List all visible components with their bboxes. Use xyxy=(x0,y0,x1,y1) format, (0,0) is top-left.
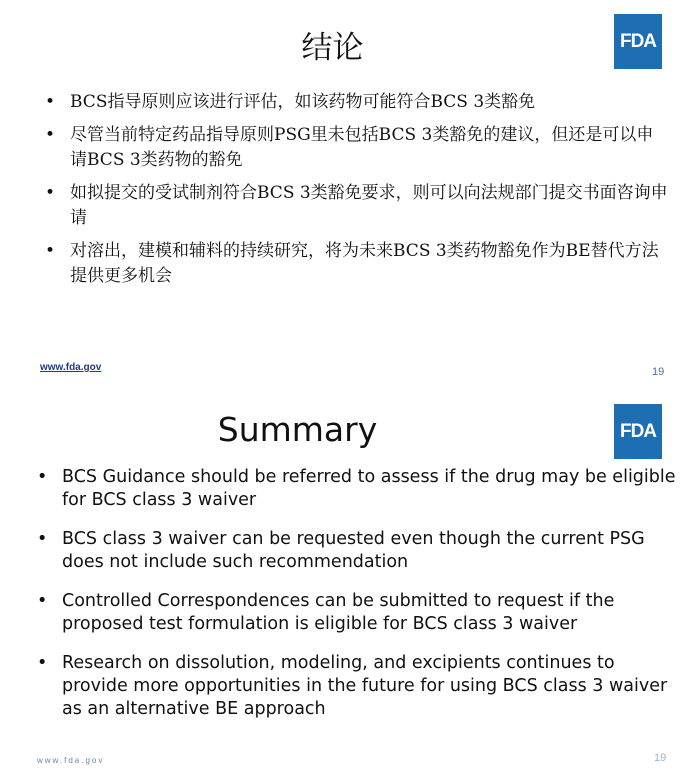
footer-website-text: www.fda.gov xyxy=(37,756,105,765)
page-number: 19 xyxy=(652,366,665,378)
bullet-icon: • xyxy=(37,591,48,611)
bullet-icon: • xyxy=(45,125,56,145)
bullet-item xyxy=(37,590,677,636)
bullet-icon: • xyxy=(45,92,56,112)
footer-website-link[interactable]: www.fda.gov xyxy=(40,362,102,373)
bullet-icon: • xyxy=(37,529,48,549)
bullet-icon: • xyxy=(37,467,48,487)
bullet-text: BCS class 3 waiver can be requested even though the current PSG does not include such recommendation xyxy=(62,529,645,572)
bullet-item xyxy=(45,239,670,289)
bullet-text: BCS Guidance should be referred to assess if the drug may be eligible for BCS class 3 waiver xyxy=(62,467,676,510)
bullet-text: 如拟提交的受试制剂符合BCS 3类豁免要求，则可以向法规部门提交书面咨询申请 xyxy=(70,183,668,228)
page-number: 19 xyxy=(654,752,667,764)
bullet-item xyxy=(45,90,670,115)
bullet-item xyxy=(37,528,677,574)
bullet-item xyxy=(45,181,670,231)
bullet-text: BCS指导原则应该进行评估，如该药物可能符合BCS 3类豁免 xyxy=(70,92,536,112)
bullet-item xyxy=(45,123,670,173)
slide-title: Summary xyxy=(217,410,378,449)
slide-title: 结论 xyxy=(301,30,364,66)
bullet-item xyxy=(37,652,677,721)
bullet-text: Controlled Correspondences can be submitted to request if the proposed test formulation is eligible for BCS class 3 waiver xyxy=(62,591,615,634)
bullet-list xyxy=(37,466,677,737)
slide-chinese xyxy=(0,0,695,390)
bullet-text: 尽管当前特定药品指导原则PSG里未包括BCS 3类豁免的建议，但还是可以申请BCS 3类药物的豁免 xyxy=(70,125,654,170)
bullet-text: 对溶出，建模和辅料的持续研究，将为未来BCS 3类药物豁免作为BE替代方法提供更多机会 xyxy=(70,241,659,286)
bullet-list xyxy=(45,90,670,297)
bullet-text: Research on dissolution, modeling, and excipients continues to provide more opportunities in the future for using BCS class 3 waiver as an alternative BE approach xyxy=(62,653,668,719)
bullet-icon: • xyxy=(45,183,56,203)
slide-english xyxy=(0,392,695,781)
bullet-icon: • xyxy=(45,241,56,261)
bullet-item xyxy=(37,466,677,512)
fda-logo: FDA xyxy=(614,14,662,69)
bullet-icon: • xyxy=(37,653,48,673)
fda-logo: FDA xyxy=(614,404,662,459)
